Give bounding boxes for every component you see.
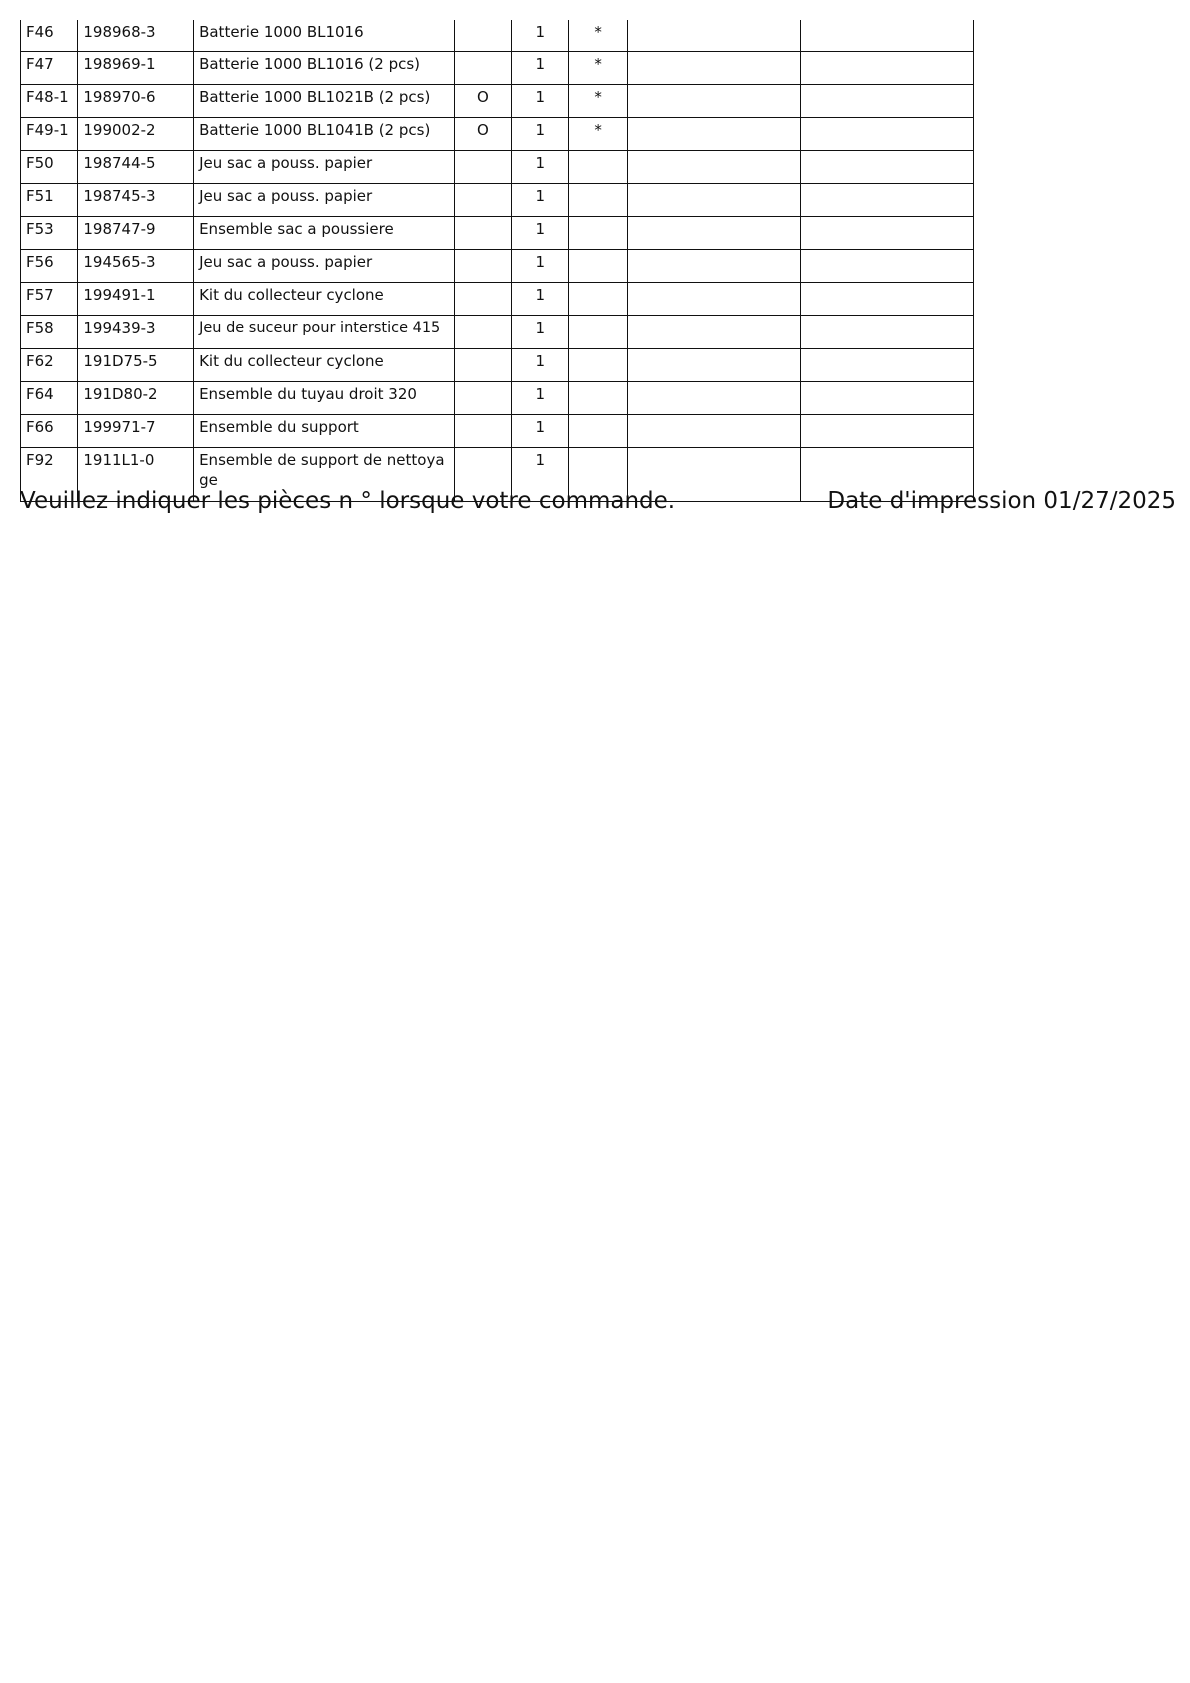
description-cell: Batterie 1000 BL1016 [194, 20, 455, 52]
part-number-cell: 198744-5 [78, 151, 194, 184]
description-cell: Batterie 1000 BL1041B (2 pcs) [194, 118, 455, 151]
empty-cell [800, 118, 973, 151]
description-cell: Kit du collecteur cyclone [194, 283, 455, 316]
part-number-cell: 198747-9 [78, 217, 194, 250]
empty-cell [800, 316, 973, 349]
table-row [21, 20, 974, 52]
empty-cell [800, 382, 973, 415]
empty-cell [627, 52, 800, 85]
part-number-cell: 199002-2 [78, 118, 194, 151]
option-cell [454, 283, 511, 316]
table-row [21, 118, 974, 151]
empty-cell [627, 217, 800, 250]
part-number-cell: 198970-6 [78, 85, 194, 118]
empty-cell [800, 85, 973, 118]
empty-cell [800, 20, 973, 52]
empty-cell [627, 316, 800, 349]
empty-cell [800, 52, 973, 85]
ref-cell: F92 [21, 448, 78, 502]
empty-cell [627, 85, 800, 118]
quantity-cell: 1 [512, 217, 569, 250]
mark-cell [569, 151, 627, 184]
description-cell: Jeu sac a pouss. papier [194, 250, 455, 283]
order-instruction-note: Veuillez indiquer les pièces n ° lorsque votre commande. [20, 488, 676, 514]
ref-cell: F53 [21, 217, 78, 250]
empty-cell [627, 151, 800, 184]
parts-table-body [21, 20, 974, 502]
option-cell [454, 151, 511, 184]
part-number-cell: 198969-1 [78, 52, 194, 85]
quantity-cell: 1 [512, 415, 569, 448]
table-row [21, 316, 974, 349]
table-row [21, 217, 974, 250]
ref-cell: F62 [21, 349, 78, 382]
empty-cell [800, 184, 973, 217]
description-cell: Ensemble sac a poussiere [194, 217, 455, 250]
part-number-cell: 198745-3 [78, 184, 194, 217]
quantity-cell: 1 [512, 382, 569, 415]
option-cell: O [454, 85, 511, 118]
option-cell [454, 217, 511, 250]
option-cell [454, 20, 511, 52]
empty-cell [627, 283, 800, 316]
quantity-cell: 1 [512, 52, 569, 85]
description-cell: Jeu de suceur pour interstice 415 [194, 316, 455, 349]
empty-cell [800, 283, 973, 316]
part-number-cell: 191D80-2 [78, 382, 194, 415]
ref-cell: F66 [21, 415, 78, 448]
description-cell: Jeu sac a pouss. papier [194, 151, 455, 184]
empty-cell [627, 118, 800, 151]
option-cell [454, 349, 511, 382]
quantity-cell: 1 [512, 316, 569, 349]
ref-cell: F58 [21, 316, 78, 349]
table-row [21, 382, 974, 415]
part-number-cell: 199491-1 [78, 283, 194, 316]
parts-table [20, 20, 974, 502]
mark-cell [569, 415, 627, 448]
mark-cell [569, 316, 627, 349]
table-row [21, 85, 974, 118]
empty-cell [800, 250, 973, 283]
ref-cell: F56 [21, 250, 78, 283]
option-cell: O [454, 118, 511, 151]
option-cell [454, 250, 511, 283]
quantity-cell: 1 [512, 250, 569, 283]
empty-cell [800, 217, 973, 250]
empty-cell [627, 382, 800, 415]
description-cell: Batterie 1000 BL1016 (2 pcs) [194, 52, 455, 85]
empty-cell [800, 151, 973, 184]
part-number-cell: 199971-7 [78, 415, 194, 448]
description-cell: Jeu sac a pouss. papier [194, 184, 455, 217]
mark-cell: * [569, 118, 627, 151]
print-date: Date d'impression 01/27/2025 [827, 488, 1176, 514]
option-cell [454, 52, 511, 85]
mark-cell [569, 382, 627, 415]
quantity-cell: 1 [512, 151, 569, 184]
description-cell: Ensemble du tuyau droit 320 [194, 382, 455, 415]
mark-cell [569, 217, 627, 250]
part-number-cell: 199439-3 [78, 316, 194, 349]
mark-cell: * [569, 20, 627, 52]
empty-cell [627, 349, 800, 382]
ref-cell: F64 [21, 382, 78, 415]
mark-cell: * [569, 85, 627, 118]
part-number-cell: 194565-3 [78, 250, 194, 283]
part-number-cell: 198968-3 [78, 20, 194, 52]
quantity-cell: 1 [512, 85, 569, 118]
mark-cell [569, 283, 627, 316]
table-row [21, 184, 974, 217]
empty-cell [800, 415, 973, 448]
quantity-cell: 1 [512, 184, 569, 217]
ref-cell: F49-1 [21, 118, 78, 151]
mark-cell [569, 250, 627, 283]
mark-cell [569, 349, 627, 382]
empty-cell [800, 349, 973, 382]
option-cell [454, 184, 511, 217]
part-number-cell: 191D75-5 [78, 349, 194, 382]
empty-cell [627, 20, 800, 52]
table-row [21, 415, 974, 448]
table-row [21, 283, 974, 316]
ref-cell: F50 [21, 151, 78, 184]
quantity-cell: 1 [512, 20, 569, 52]
mark-cell: * [569, 52, 627, 85]
table-row [21, 250, 974, 283]
empty-cell [627, 184, 800, 217]
empty-cell [627, 415, 800, 448]
part-number-cell: 1911L1-0 [78, 448, 194, 502]
mark-cell [569, 184, 627, 217]
description-cell: Ensemble du support [194, 415, 455, 448]
table-row [21, 349, 974, 382]
ref-cell: F47 [21, 52, 78, 85]
table-row [21, 52, 974, 85]
description-cell: Batterie 1000 BL1021B (2 pcs) [194, 85, 455, 118]
ref-cell: F51 [21, 184, 78, 217]
option-cell [454, 382, 511, 415]
table-row [21, 151, 974, 184]
quantity-cell: 1 [512, 349, 569, 382]
empty-cell [627, 250, 800, 283]
quantity-cell: 1 [512, 118, 569, 151]
quantity-cell: 1 [512, 283, 569, 316]
option-cell [454, 415, 511, 448]
ref-cell: F48-1 [21, 85, 78, 118]
ref-cell: F57 [21, 283, 78, 316]
option-cell [454, 316, 511, 349]
description-cell: Kit du collecteur cyclone [194, 349, 455, 382]
ref-cell: F46 [21, 20, 78, 52]
description-cell: Ensemble de support de nettoyage [194, 448, 455, 502]
quantity-cell: 1 [512, 448, 569, 502]
